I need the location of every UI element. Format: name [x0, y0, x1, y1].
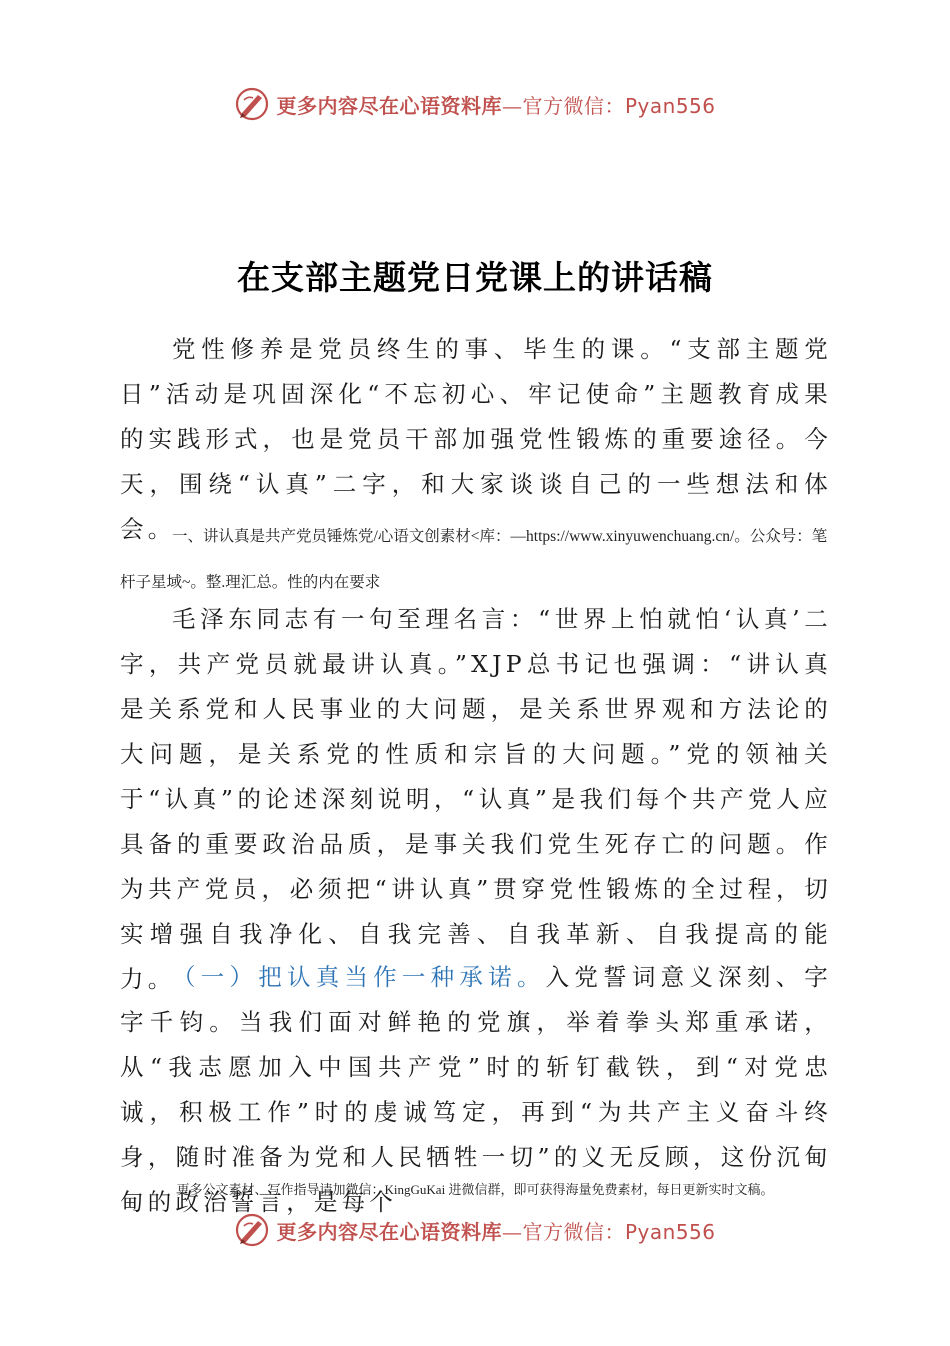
- page-title: 在支部主题党日党课上的讲话稿: [237, 258, 713, 297]
- footer-banner: [0, 1208, 950, 1252]
- header-banner: [0, 82, 950, 126]
- banner-dash: —: [501, 1219, 523, 1244]
- banner-dash: —: [501, 93, 523, 118]
- paragraph-quote: 毛泽东同志有一句至理名言：“世界上怕就怕‘认真’二字，共产党员就最讲认真。”XJP总书记也强调：“讲认真是关系党和人民事业的大问题，是关系世界观和方法论的大问题，是关系党的性质和宗旨的大问题。”党的领袖关于“认真”的论述深刻说明，“认真”是我们每个共产党人应具备的重要政治品质，是事关我们党生死存亡的问题。作为共产党员，必须把“讲认真”贯穿党性锻炼的全过程，切实增强自我净化、自我完善、自我革新、自我提高的能力。: [120, 605, 832, 993]
- banner-brand: 更多内容尽在心语资料库: [276, 1219, 502, 1244]
- pen-circle-logo-icon: [234, 1212, 270, 1248]
- footer-note: 更多公文素材、写作指导请加微信：KingGuKai 进微信群，即可获得海量免费素材，每日更新实时文稿。: [176, 1182, 774, 1197]
- banner-wechat-label: 官方微信：: [522, 93, 625, 118]
- banner-brand: 更多内容尽在心语资料库: [276, 93, 502, 118]
- paragraph-intro: 党性修养是党员终生的事、毕生的课。“支部主题党日”活动是巩固深化“不忘初心、牢记使命”主题教育成果的实践形式，也是党员干部加强党性锻炼的重要途径。今天，围绕“认真”二字，和大家谈谈自己的一些想法和体会。: [120, 335, 832, 543]
- banner-text: [276, 1216, 715, 1245]
- banner-wechat-id: Pyan556: [624, 1219, 716, 1244]
- banner-text: [276, 90, 715, 119]
- banner-wechat-label: 官方微信：: [522, 1219, 625, 1244]
- subsection-heading: （一）把认真当作一种承诺。: [172, 963, 546, 991]
- banner-wechat-id: Pyan556: [624, 93, 716, 118]
- paragraph-commitment-text: 入党誓词意义深刻、字字千钧。当我们面对鲜艳的党旗，举着拳头郑重承诺，从“我志愿加入中国共产党”时的斩钉截铁，到“对党忠诚，积极工作”时的虔诚笃定，再到“为共产主义奋斗终身，随时准备为党和人民牺牲一切”的义无反顾，这份沉甸甸的政治誓言，是每个: [120, 963, 833, 1216]
- pen-circle-logo-icon: [234, 86, 270, 122]
- section-heading-note: 一、讲认真是共产党员锤炼党/心语文创素材<库：—https://www.xinyuwenchuang.cn/。公众号：笔杆子星域~。整.理汇总。性的内在要求: [120, 528, 828, 591]
